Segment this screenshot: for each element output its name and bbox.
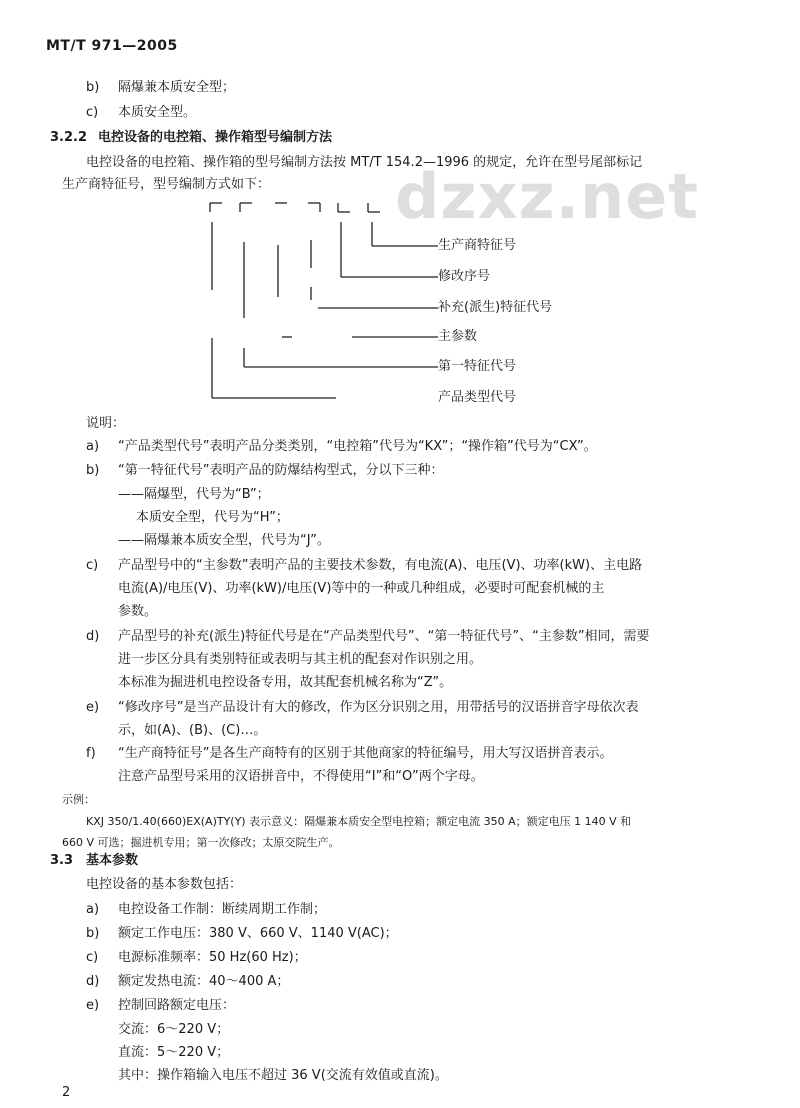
param-a-label: a) <box>86 902 100 917</box>
item-c-text: 本质安全型。 <box>118 105 197 120</box>
diagram-label-product-type: 产品类型代号 <box>438 390 517 405</box>
expl-d-line3: 本标准为掘进机电控设备专用，故其配套机械名称为“Z”。 <box>118 675 453 690</box>
param-b-text: 额定工作电压：380 V、660 V、1140 V(AC)； <box>118 926 398 941</box>
expl-a-text: “产品类型代号”表明产品分类类别，“电控箱”代号为“KX”；“操作箱”代号为“CX”。 <box>118 439 597 454</box>
expl-b-sub-2: 本质安全型，代号为“H”； <box>136 510 289 525</box>
expl-d-label: d) <box>86 629 100 644</box>
expl-f-line1: “生产商特征号”是各生产商特有的区别于其他商家的特征编号，用大写汉语拼音表示。 <box>118 746 613 761</box>
expl-d-line1: 产品型号的补充(派生)特征代号是在“产品类型代号”、“第一特征代号”、“主参数”相同，需要 <box>118 629 650 644</box>
example-label: 示例： <box>62 793 95 806</box>
expl-e-label: e) <box>86 700 100 715</box>
document-code: MT/T 971—2005 <box>46 38 178 54</box>
expl-f-label: f) <box>86 746 96 761</box>
param-c-label: c) <box>86 950 99 965</box>
expl-d-line2: 进一步区分具有类别特征或表明与其主机的配套对作识别之用。 <box>118 652 483 667</box>
param-b-label: b) <box>86 926 100 941</box>
param-e-text: 控制回路额定电压： <box>118 998 236 1013</box>
section-3-3-number: 3.3 <box>50 853 74 868</box>
item-b-label: b) <box>86 80 100 95</box>
item-c-label: c) <box>86 105 99 120</box>
param-dc: 直流：5～220 V； <box>118 1045 230 1060</box>
param-d-label: d) <box>86 974 100 989</box>
param-a-text: 电控设备工作制：断续周期工作制； <box>118 902 327 917</box>
section-3-3-title: 基本参数 <box>86 853 139 868</box>
item-b-text: 隔爆兼本质安全型； <box>118 80 236 95</box>
param-c-text: 电源标准频率：50 Hz(60 Hz)； <box>118 950 307 965</box>
expl-b-sub-3: ——隔爆兼本质安全型，代号为“J”。 <box>118 533 330 548</box>
expl-b-sub-1: ——隔爆型，代号为“B”； <box>118 487 270 502</box>
diagram-label-main-param: 主参数 <box>438 329 478 344</box>
page-number: 2 <box>62 1085 71 1100</box>
expl-c-line3: 参数。 <box>118 604 158 619</box>
expl-a-label: a) <box>86 439 100 454</box>
diagram-label-revision: 修改序号 <box>438 269 491 284</box>
section-3-2-2-number: 3.2.2 <box>50 130 88 145</box>
section-3-2-2-para-line1: 电控设备的电控箱、操作箱的型号编制方法按 MT/T 154.2—1996 的规定，允许在型号尾部标记 <box>86 155 643 170</box>
section-3-3-intro: 电控设备的基本参数包括： <box>86 877 243 892</box>
param-d-text: 额定发热电流：40～400 A； <box>118 974 290 989</box>
diagram-label-supplementary: 补充(派生)特征代号 <box>438 300 553 315</box>
section-3-2-2-para-line2: 生产商特征号，型号编制方式如下： <box>62 177 271 192</box>
expl-e-line2: 示，如(A)、(B)、(C)…。 <box>118 723 267 738</box>
param-ac: 交流：6～220 V； <box>118 1022 230 1037</box>
diagram-label-first-feature: 第一特征代号 <box>438 359 517 374</box>
expl-b-text: “第一特征代号”表明产品的防爆结构型式，分以下三种： <box>118 463 444 478</box>
example-line1: KXJ 350/1.40(660)EX(A)TY(Y) 表示意义：隔爆兼本质安全型电控箱；额定电流 350 A；额定电压 1 140 V 和 <box>86 815 632 828</box>
watermark: dzxz.net <box>395 160 699 233</box>
diagram-label-manufacturer: 生产商特征号 <box>438 238 517 253</box>
expl-c-line2: 电流(A)/电压(V)、功率(kW)/电压(V)等中的一种或几种组成，必要时可配套机械的主 <box>118 581 605 596</box>
expl-c-label: c) <box>86 558 99 573</box>
expl-f-line2: 注意产品型号采用的汉语拼音中，不得使用“I”和“O”两个字母。 <box>118 769 484 784</box>
expl-b-label: b) <box>86 463 100 478</box>
section-3-2-2-title: 电控设备的电控箱、操作箱型号编制方法 <box>98 130 333 145</box>
expl-e-line1: “修改序号”是当产品设计有大的修改，作为区分识别之用，用带括号的汉语拼音字母依次表 <box>118 700 639 715</box>
param-e-label: e) <box>86 998 100 1013</box>
explanation-heading: 说明： <box>86 416 126 431</box>
param-note: 其中：操作箱输入电压不超过 36 V(交流有效值或直流)。 <box>118 1068 448 1083</box>
expl-c-line1: 产品型号中的“主参数”表明产品的主要技术参数，有电流(A)、电压(V)、功率(kW)、主电路 <box>118 558 643 573</box>
example-line2: 660 V 可选；掘进机专用；第一次修改；太原交院生产。 <box>62 836 340 849</box>
